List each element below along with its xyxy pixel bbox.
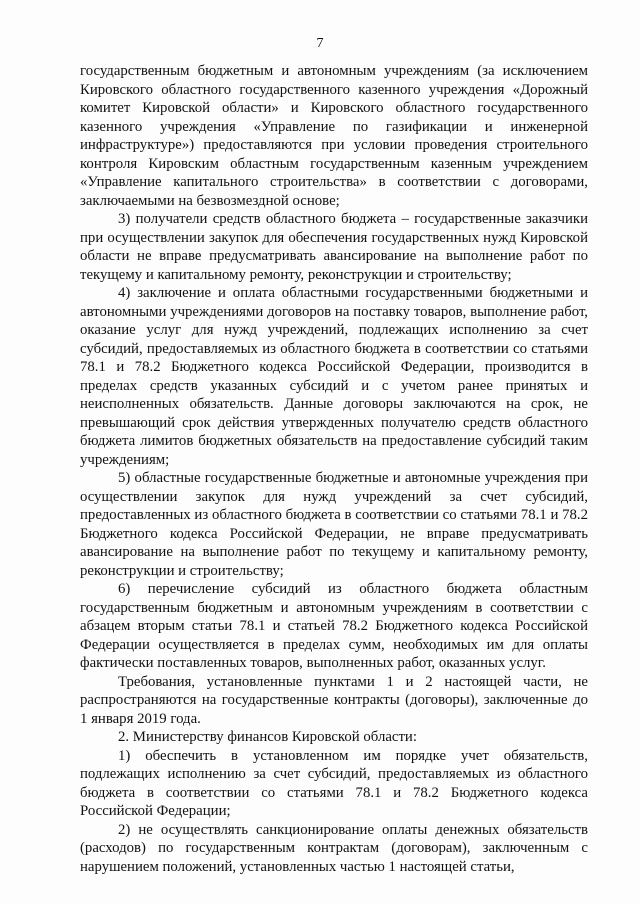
paragraph-item-6: 6) перечисление субсидий из областного бюджета областным государственным бюджетным и автономным учреждениям в соответствии с абзацем вторым статьи 78.1 и статьей 78.2 Бюджетного кодекса Российской Федерации осуществляется в пределах сумм, необходимых им для оплаты фактически поставленных товаров, выполненных работ, оказанных услуг. [80, 581, 588, 671]
paragraph-part-2-item-1: 1) обеспечить в установленном им порядке учет обязательств, подлежащих исполнению за счет субсидий, предоставляемых из областного бюджета в соответствии со статьями 78.1 и 78.2 Бюджетного кодекса Российской Федерации; [80, 747, 588, 819]
paragraph-item-3: 3) получатели средств областного бюджета – государственные заказчики при осуществлении закупок для обеспечения государственных нужд Кировской области не вправе предусматривать авансирование на выполнение работ по текущему и капитальному ремонту, реконструкции и строительству; [80, 211, 588, 283]
paragraph-requirements-note: Требования, установленные пунктами 1 и 2 настоящей части, не распространяются на государственные контракты (договоры), заключенные до 1 января 2019 года. [80, 673, 588, 727]
paragraph-part-2-heading: 2. Министерству финансов Кировской области: [118, 729, 417, 745]
paragraph-part-2-item-2: 2) не осуществлять санкционирование оплаты денежных обязательств (расходов) по государственным контрактам (договорам), заключенным с нарушением положений, установленных частью 1 настоящей статьи, [80, 821, 588, 875]
paragraph-item-5: 5) областные государственные бюджетные и автономные учреждения при осуществлении закупок для нужд учреждений за счет субсидий, предоставленных из областного бюджета в соответствии со статьями 78.1 и 78.2 Бюджетного кодекса Российской Федерации, не вправе предусматривать авансирование на выполнение работ по текущему и капитальному ремонту, реконструкции и строительству; [80, 470, 588, 579]
document-body [80, 62, 588, 876]
paragraph-item-4: 4) заключение и оплата областными государственными бюджетными и автономными учреждениями договоров на поставку товаров, выполнение работ, оказание услуг для нужд учреждений, подлежащих исполнению за счет субсидий, предоставляемых из областного бюджета в соответствии со статьями 78.1 и 78.2 Бюджетного кодекса Российской Федерации, производится в пределах средств указанных субсидий и с учетом ранее принятых и неисполненных обязательств. Данные договоры заключаются на срок, не превышающий срок действия утвержденных получателю средств областного бюджета лимитов бюджетных обязательств на предоставление субсидий таким учреждениям; [80, 285, 588, 468]
paragraph-continuation: государственным бюджетным и автономным учреждениям (за исключением Кировского областного государственного казенного учреждения «Дорожный комитет Кировской области» и Кировского областного государственного казенного учреждения «Управление по газификации и инженерной инфраструктуре») предоставляются при условии проведения строительного контроля Кировским областным государственным казенным учреждением «Управление капитального строительства» в соответствии с договорами, заключаемыми на безвозмездной основе; [80, 63, 588, 209]
page-number: 7 [316, 36, 324, 51]
